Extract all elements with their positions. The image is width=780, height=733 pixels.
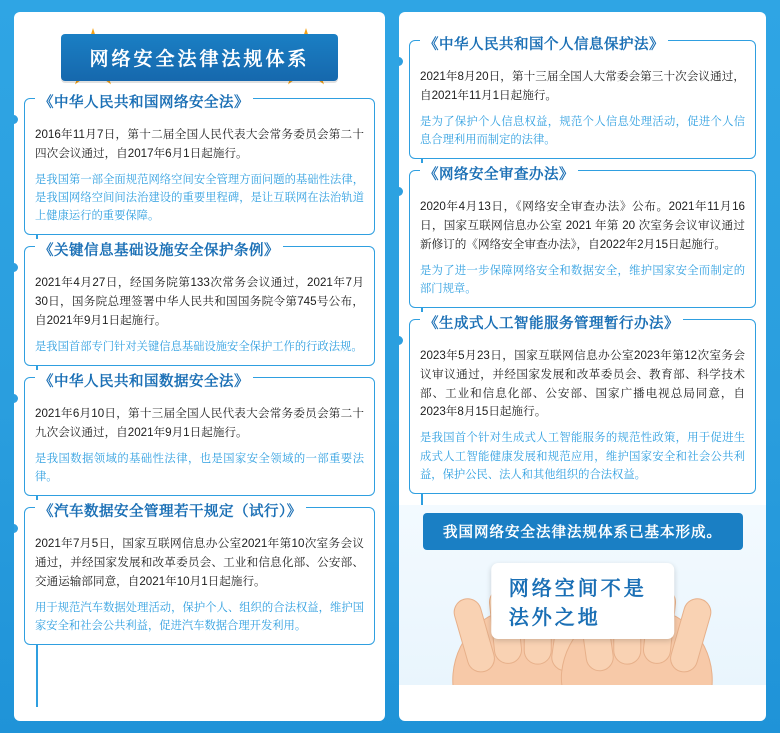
slogan-banner <box>491 563 675 639</box>
slogan-text: 网络空间不是法外之地 <box>508 578 647 630</box>
law-card <box>24 95 375 235</box>
law-card-body: 2021年7月5日，国家互联网信息办公室2021年第10次室务会议通过，并经国家发展和改革委员会、工业和信息化部、公安部、交通运输部同意，自2021年10月1日起施行。 <box>35 537 364 588</box>
law-card-title: 《生成式人工智能服务管理暂行办法》 <box>420 312 683 333</box>
conclusion-block <box>399 505 766 685</box>
law-card-note: 用于规范汽车数据处理活动，保护个人、组织的合法权益，维护国家安全和社会公共利益，促进汽车数据合理开发利用。 <box>35 601 364 632</box>
timeline-dot-icon <box>14 263 18 272</box>
law-card-body: 2016年11月7日，第十二届全国人民代表大会常务委员会第二十四次会议通过，自2017年6月1日起施行。 <box>35 128 364 160</box>
timeline-dot-icon <box>14 524 18 533</box>
left-column <box>14 12 385 721</box>
law-card-note: 是我国首个针对生成式人工智能服务的规范性政策，用于促进生成式人工智能健康发展和规范应用，维护国家安全和社会公共利益，保护公民、法人和其他组织的合法权益。 <box>420 432 745 481</box>
law-card-body: 2021年8月20日，第十三届全国人大常委会第三十次会议通过，自2021年11月1日起施行。 <box>420 70 745 102</box>
timeline-dot-icon <box>14 115 18 124</box>
law-card <box>409 167 756 308</box>
timeline-dot-icon <box>14 394 18 403</box>
timeline-dot-icon <box>399 187 403 196</box>
law-card-body: 2023年5月23日，国家互联网信息办公室2023年第12次室务会议审议通过，并经国家发展和改革委员会、教育部、科学技术部、工业和信息化部、公安部、国家广播电视总局同意，自2023年8月15日起施行。 <box>420 349 745 419</box>
law-card-body: 2021年4月27日，经国务院第133次常务会议通过，2021年7月30日，国务院总理签署中华人民共和国国务院令第745号公布，自2021年9月1日起施行。 <box>35 276 364 328</box>
right-column <box>399 12 766 721</box>
law-card-title: 《中华人民共和国个人信息保护法》 <box>420 33 668 54</box>
law-card-title: 《关键信息基础设施安全保护条例》 <box>35 239 283 260</box>
poster-title: 网络安全法律法规体系 <box>61 34 337 81</box>
law-card-title: 《网络安全审查办法》 <box>420 163 578 184</box>
law-card <box>409 316 756 494</box>
law-card-note: 是我国第一部全面规范网络空间安全管理方面问题的基础性法律，是我国网络空间间法治建设的重要里程碑，是让互联网在法治轨道上健康运行的重要保障。 <box>35 173 364 223</box>
law-card-title: 《中华人民共和国网络安全法》 <box>35 91 253 112</box>
conclusion-title: 我国网络安全法律法规体系已基本形成。 <box>423 513 743 550</box>
law-card-body: 2020年4月13日，《网络安全审查办法》公布。2021年11月16日，国家互联网信息办公室 2021 年第 20 次室务会议审议通过新修订的《网络安全审查办法》，自2022年2月15日起施行。 <box>420 200 745 251</box>
law-card <box>24 374 375 496</box>
law-card-note: 是为了进一步保障网络安全和数据安全，维护国家安全而制定的部门规章。 <box>420 264 745 295</box>
law-card <box>24 504 375 645</box>
law-card-title: 《汽车数据安全管理若干规定（试行）》 <box>35 500 306 521</box>
law-card <box>409 37 756 159</box>
law-card-note: 是为了保护个人信息权益，规范个人信息处理活动，促进个人信息合理利用而制定的法律。 <box>420 115 745 146</box>
banner <box>24 26 375 88</box>
timeline-dot-icon <box>399 336 403 345</box>
law-card-note: 是我国首部专门针对关键信息基础设施安全保护工作的行政法规。 <box>35 340 363 353</box>
law-card-title: 《中华人民共和国数据安全法》 <box>35 370 253 391</box>
law-card-note: 是我国数据领域的基础性法律，也是国家安全领域的一部重要法律。 <box>35 452 364 483</box>
law-card-body: 2021年6月10日，第十三届全国人民代表大会常务委员会第二十九次会议通过，自2021年9月1日起施行。 <box>35 407 364 439</box>
law-card <box>24 243 375 366</box>
timeline-dot-icon <box>399 57 403 66</box>
